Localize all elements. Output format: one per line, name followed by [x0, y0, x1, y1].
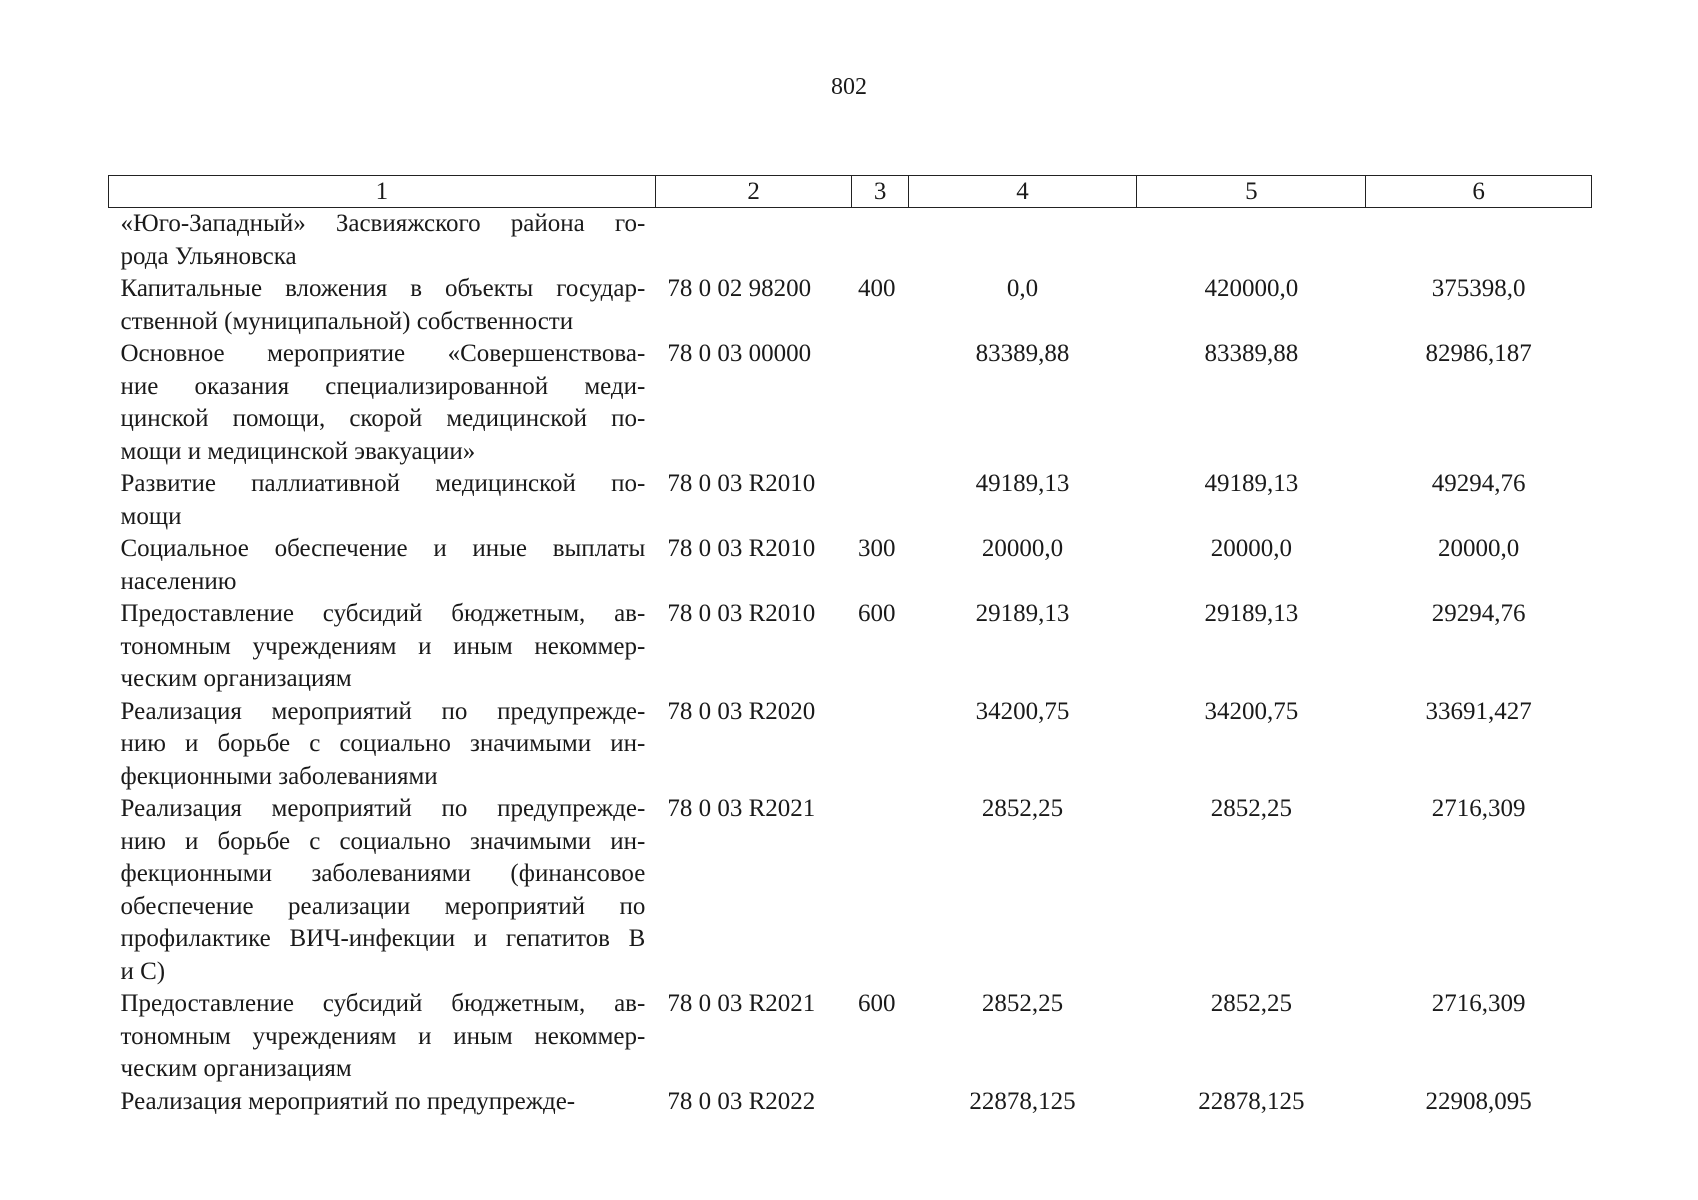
table-row — [109, 468, 1592, 533]
table-row — [109, 208, 1592, 274]
row-vr-code-cell — [852, 696, 908, 794]
row-vr-code-cell — [852, 1086, 908, 1119]
row-value-col5-cell: 49189,13 — [1204, 470, 1299, 497]
row-value-col4-cell: 29189,13 — [975, 600, 1070, 627]
row-value-col6-cell: 49294,76 — [1431, 470, 1526, 497]
row-vr-code-cell: 600 — [857, 990, 896, 1017]
table-row — [109, 533, 1592, 598]
row-name-cell: Социальное обеспечение и иные выплаты населению — [120, 535, 646, 595]
row-name-cell: Предоставление субсидий бюджетным, ав- тономным учреждениям и иным некоммер- ческим организациям — [120, 600, 646, 692]
row-csr-code-cell: 78 0 03 R2021 — [667, 990, 816, 1017]
page-number: 802 — [831, 74, 867, 100]
table-row — [109, 1086, 1592, 1119]
row-value-col6-cell — [1366, 208, 1592, 274]
row-csr-code-cell: 78 0 03 R2022 — [667, 1087, 816, 1115]
row-value-col6-cell: 2716,309 — [1431, 990, 1526, 1017]
row-value-col5-cell: 83389,88 — [1204, 340, 1299, 367]
row-value-col6-cell: 29294,76 — [1431, 600, 1526, 627]
table-header — [109, 176, 1592, 208]
row-value-col6-cell: 2716,309 — [1431, 795, 1526, 822]
row-name-cell: «Юго-Западный» Засвияжского района го- рода Ульяновска — [120, 210, 646, 270]
row-value-col4-cell: 2852,25 — [981, 795, 1064, 822]
row-csr-code-cell: 78 0 03 R2010 — [667, 535, 816, 562]
row-value-col4-cell: 49189,13 — [975, 470, 1070, 497]
row-csr-code-cell: 78 0 02 98200 — [667, 275, 812, 302]
header-col-4: 4 — [908, 176, 1137, 208]
budget-table — [108, 175, 1592, 1118]
table-row — [109, 273, 1592, 338]
row-value-col6-cell: 33691,427 — [1425, 697, 1532, 725]
row-value-col5-cell: 29189,13 — [1204, 600, 1299, 627]
row-vr-code-cell: 600 — [857, 600, 896, 627]
row-vr-code-cell — [852, 338, 908, 468]
row-value-col6-cell: 375398,0 — [1431, 275, 1526, 302]
header-row — [109, 176, 1592, 208]
row-csr-code-cell: 78 0 03 R2020 — [667, 697, 816, 725]
row-value-col5-cell: 2852,25 — [1210, 795, 1292, 822]
table-row — [109, 793, 1592, 988]
table-row — [109, 598, 1592, 696]
header-col-5: 5 — [1137, 176, 1366, 208]
row-value-col4-cell — [908, 208, 1137, 274]
row-value-col4-cell: 34200,75 — [975, 697, 1070, 725]
header-col-3: 3 — [852, 176, 908, 208]
row-csr-code-cell: 78 0 03 R2010 — [667, 470, 816, 497]
row-name-cell: Реализация мероприятий по предупрежде- нию и борьбе с социально значимыми ин- фекционными заболеваниями (финансовое обеспечение реализации мероприятий по профилактике ВИЧ-инфекции и гепатитов В и С) — [120, 795, 646, 985]
row-value-col4-cell: 83389,88 — [975, 340, 1070, 367]
header-col-2: 2 — [655, 176, 852, 208]
row-name-cell: Развитие паллиативной медицинской по- мощи — [120, 470, 646, 530]
row-csr-code-cell: 78 0 03 00000 — [667, 340, 812, 367]
table-row — [109, 696, 1592, 794]
row-value-col4-cell: 2852,25 — [981, 990, 1064, 1017]
header-col-6: 6 — [1366, 176, 1592, 208]
row-value-col4-cell: 0,0 — [1006, 275, 1039, 302]
row-csr-code-cell: 78 0 03 R2021 — [667, 795, 816, 822]
row-vr-code-cell: 300 — [857, 535, 896, 562]
row-value-col5-cell — [1137, 208, 1366, 274]
row-csr-code-cell — [655, 208, 852, 274]
row-name-cell: Капитальные вложения в объекты государ- ственной (муниципальной) собственности — [120, 275, 646, 335]
row-vr-code-cell — [852, 793, 908, 988]
row-value-col5-cell: 420000,0 — [1204, 275, 1299, 302]
row-value-col4-cell: 22878,125 — [969, 1087, 1076, 1115]
row-value-col6-cell: 82986,187 — [1425, 340, 1532, 367]
row-name-cell: Предоставление субсидий бюджетным, ав- тономным учреждениям и иным некоммер- ческим организациям — [120, 990, 646, 1082]
row-name-cell: Реализация мероприятий по предупрежде- — [120, 1087, 576, 1115]
row-value-col6-cell: 20000,0 — [1437, 535, 1520, 562]
row-value-col5-cell: 20000,0 — [1210, 535, 1292, 562]
row-value-col4-cell: 20000,0 — [981, 535, 1064, 562]
table-row — [109, 988, 1592, 1086]
table-body — [109, 208, 1592, 1119]
row-vr-code-cell — [852, 468, 908, 533]
row-value-col6-cell: 22908,095 — [1425, 1087, 1532, 1115]
row-name-cell: Основное мероприятие «Совершенствова- ние оказания специализированной меди- цинской помощи, скорой медицинской по- мощи и медицинской эвакуации» — [120, 340, 646, 465]
row-vr-code-cell: 400 — [857, 275, 896, 302]
row-csr-code-cell: 78 0 03 R2010 — [667, 600, 816, 627]
table-row — [109, 338, 1592, 468]
header-col-1: 1 — [109, 176, 656, 208]
row-value-col5-cell: 2852,25 — [1210, 990, 1292, 1017]
row-value-col5-cell: 22878,125 — [1198, 1087, 1305, 1115]
row-vr-code-cell — [852, 208, 908, 274]
row-name-cell: Реализация мероприятий по предупрежде- нию и борьбе с социально значимыми ин- фекционными заболеваниями — [120, 697, 646, 790]
row-value-col5-cell: 34200,75 — [1204, 697, 1299, 725]
